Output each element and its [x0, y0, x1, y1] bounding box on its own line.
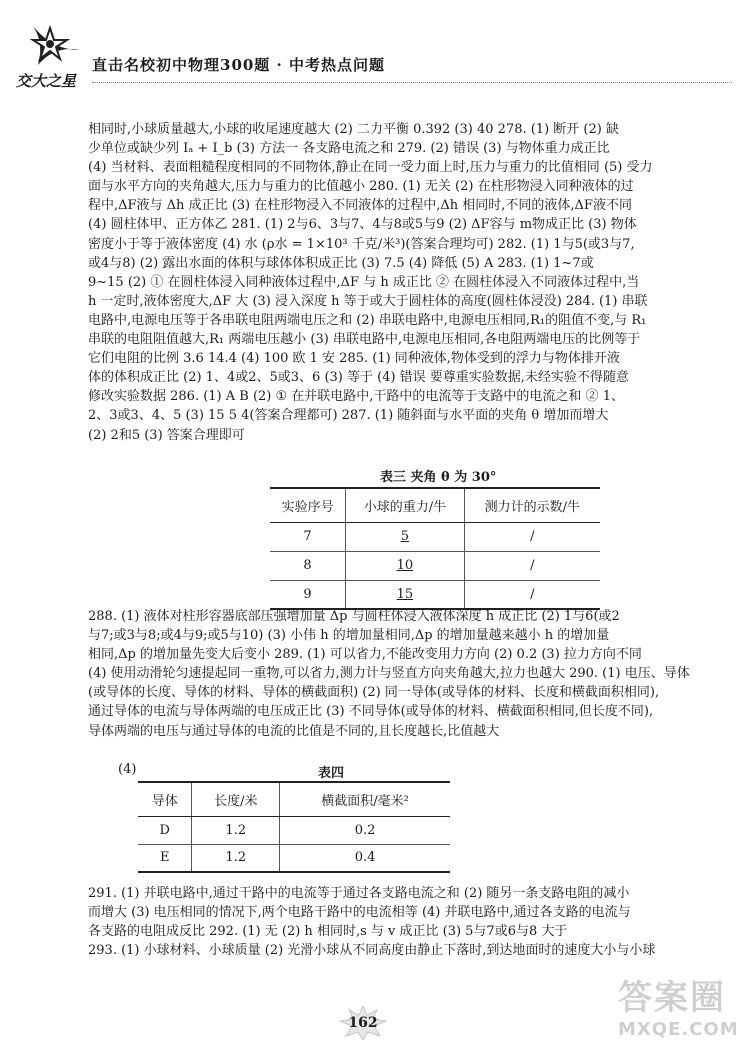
text-line: 与7;或3与8;或4与9;或5与10) (3) 小伟 h 的增加量相同,Δp 的增加量越来越小 h 的增加量 — [88, 628, 610, 644]
table-cell: 10 — [346, 551, 464, 580]
text-line: (或导体的长度、导体的材料、导体的横截面积) (2) 同一导体(或导体的材料、长度和横截面积相同), — [88, 685, 660, 701]
logo-text: 交大之星 — [16, 72, 77, 90]
table3-caption: 表三 夹角 θ 为 30° — [380, 470, 497, 485]
table-cell: 5 — [346, 522, 464, 551]
table-cell: 9 — [270, 580, 346, 609]
table-row — [270, 522, 600, 551]
page-number-text: 162 — [348, 1015, 378, 1031]
text-line: 电路中,电源电压等于各串联电阻两端电压之和 (2) 串联电路中,电源电压相同,R₁的阻值不变,与 R₁ — [88, 312, 647, 328]
table4-label: (4) — [118, 762, 137, 777]
text-line: 而增大 (3) 电压相同的情况下,两个电路干路中的电流相等 (4) 并联电路中,通过各支路的电流与 — [88, 905, 631, 921]
table-row — [138, 816, 450, 844]
page-header — [0, 0, 750, 95]
text-line: 导体两端的电压与通过导体的电流的比值是不同的,且长度越长,比值越大 — [88, 723, 500, 739]
text-line: 相同,Δp 的增加量先变大后变小 289. (1) 可以省力,不能改变用力方向 (2) 0.2 (3) 拉力方向不同 — [88, 647, 642, 663]
text-line: 2、3或3、4、5 (3) 15 5 4(答案合理都可) 287. (1) 随斜面与水平面的夹角 θ 增加而增大 — [88, 408, 609, 424]
table3-header: 测力计的示数/牛 — [464, 488, 600, 522]
table3-header: 小球的重力/牛 — [346, 488, 464, 522]
text-line: 各支路的电阻成反比 292. (1) 无 (2) h 相同时,s 与 v 成正比 (3) 5与7或6与8 大于 — [88, 924, 568, 940]
table-cell: / — [464, 522, 600, 551]
table-row — [270, 580, 600, 609]
table-cell: D — [138, 816, 192, 844]
header-title: 直击名校初中物理300题 · 中考热点问题 — [92, 56, 385, 74]
page-number — [338, 1006, 388, 1040]
watermark — [618, 970, 738, 1040]
text-line: 288. (1) 液体对柱形容器底部压强增加量 Δp 与圆柱体浸入液体深度 h 成正比 (2) 1与6(或2 — [88, 609, 620, 624]
answer-block-1 — [88, 120, 698, 445]
text-line: 修改实验数据 286. (1) A B (2) ① 在并联电路中,干路中的电流等于支路中的电流之和 ② 1、 — [88, 389, 624, 405]
watermark-url: MXQE.COM — [618, 1019, 739, 1040]
text-line: 面与水平方向的夹角越大,压力与重力的比值越小 280. (1) 无关 (2) 在柱形物浸入同种液体的过 — [88, 179, 634, 195]
table-cell: 1.2 — [192, 816, 280, 844]
answer-block-2 — [88, 607, 698, 741]
table-cell: 0.4 — [280, 844, 450, 872]
header-divider — [92, 82, 732, 83]
text-line: 串联的电阻阻值越大,R₁ 两端电压越小 (3) 串联电路中,电源电压相同,各电阻两端电压的比例等于 — [88, 332, 641, 348]
text-line: (2) 2和5 (3) 答案合理即可 — [88, 427, 245, 443]
text-line: 9~15 (2) ① 在圆柱体浸入同种液体过程中,ΔF 与 h 成正比 ② 在圆柱体浸入不同液体过程中,当 — [88, 274, 640, 290]
table4-caption: 表四 — [318, 766, 345, 781]
text-line: h 一定时,液体密度大,ΔF 大 (3) 浸入深度 h 等于或大于圆柱体的高度(圆柱体浸没) 284. (1) 串联 — [88, 293, 648, 309]
table-cell: 7 — [270, 522, 346, 551]
text-line: (4) 当材料、表面粗糙程度相同的不同物体,静止在同一受力面上时,压力与重力的比值相同 (5) 受力 — [88, 160, 653, 176]
table-cell: E — [138, 844, 192, 872]
table-cell: 0.2 — [280, 816, 450, 844]
table-row — [138, 844, 450, 872]
table4 — [138, 781, 450, 873]
text-line: 它们电阻的比例 3.6 14.4 (4) 100 欧 1 安 285. (1) 同种液体,物体受到的浮力与物体排开液 — [88, 351, 620, 367]
table-cell: 1.2 — [192, 844, 280, 872]
table4-header: 横截面积/毫米² — [280, 782, 450, 816]
table3-header: 实验序号 — [270, 488, 346, 522]
text-line: 通过导体的电流与导体两端的电压成正比 (3) 不同导体(或导体的材料、横截面积相同,但长度不同), — [88, 704, 654, 720]
text-line: 少单位或缺少列 Iₐ + I_b (3) 方法一 各支路电流之和 279. (2) 错误 (3) 与物体重力成正比 — [88, 141, 610, 157]
text-line: (4) 圆柱体甲、正方体乙 281. (1) 2与6、3与7、4与8或5与9 (2) ΔF容与 m物成正比 (3) 物体 — [88, 217, 637, 233]
watermark-title: 答案圈 — [618, 978, 726, 1018]
text-line: 291. (1) 并联电路中,通过干路中的电流等于通过各支路电流之和 (2) 随另一条支路电阻的减小 — [88, 886, 630, 901]
text-line: 体的体积成正比 (2) 1、4或2、5或3、6 (3) 等于 (4) 错误 要尊重实验数据,未经实验不得随意 — [88, 370, 629, 386]
text-line: (4) 使用动滑轮匀速提起同一重物,可以省力,测力计与竖直方向夹角越大,拉力也越大 290. (1) 电压、导体 — [88, 666, 690, 682]
text-line: 相同时,小球质量越大,小球的收尾速度越大 (2) 二力平衡 0.392 (3) 40 278. (1) 断开 (2) 缺 — [88, 122, 619, 137]
table-cell: / — [464, 551, 600, 580]
table-cell: 8 — [270, 551, 346, 580]
table-cell: / — [464, 580, 600, 609]
text-line: 或4与8) (2) 露出水面的体积与球体体积成正比 (3) 7.5 (4) 降低 (5) A 283. (1) 1~7或 — [88, 255, 594, 271]
table3 — [270, 487, 600, 610]
table4-header: 导体 — [138, 782, 192, 816]
text-line: 293. (1) 小球材料、小球质量 (2) 光滑小球从不同高度由静止下落时,到达地面时的速度大小与小球 — [88, 943, 656, 959]
table4-header: 长度/米 — [192, 782, 280, 816]
table-cell: 15 — [346, 580, 464, 609]
text-line: 程中,ΔF液与 Δh 成正比 (3) 在柱形物浸入不同液体的过程中,Δh 相同时,不同的液体,ΔF液不同 — [88, 198, 632, 214]
answer-block-3 — [88, 884, 698, 960]
text-line: 密度小于等于液体密度 (4) 水 (ρ水 = 1×10³ 千克/米³)(答案合理均可) 282. (1) 1与5(或3与7, — [88, 236, 635, 252]
table-row — [270, 551, 600, 580]
